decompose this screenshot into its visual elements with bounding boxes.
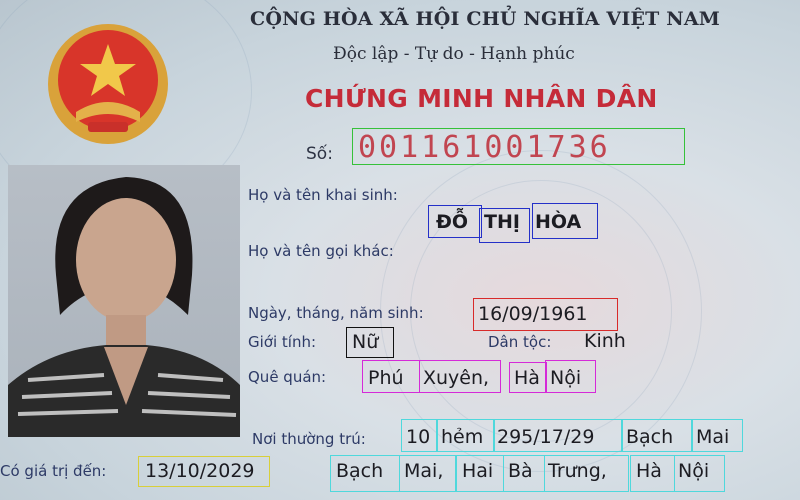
residence-word: hẻm bbox=[441, 426, 484, 448]
residence-word-box bbox=[691, 419, 743, 452]
hometown-word-box bbox=[509, 362, 547, 393]
residence-word: Bạch bbox=[626, 426, 674, 448]
residence-word-box bbox=[330, 455, 400, 492]
hometown-word-box bbox=[545, 360, 596, 393]
residence-word-box bbox=[436, 419, 495, 452]
hometown-word: Xuyên, bbox=[423, 367, 490, 389]
residence-word: Mai bbox=[696, 426, 730, 448]
residence-label: Nơi thường trú: bbox=[252, 430, 366, 448]
ethnicity-label: Dân tộc: bbox=[488, 333, 552, 351]
national-motto: Độc lập - Tự do - Hạnh phúc bbox=[333, 44, 575, 64]
residence-word: Bạch bbox=[336, 460, 384, 482]
id-number-box bbox=[352, 128, 685, 165]
gender-box bbox=[346, 327, 394, 358]
residence-word: Trưng, bbox=[548, 460, 607, 482]
hometown-label: Quê quán: bbox=[248, 368, 327, 386]
residence-word: Bà bbox=[508, 460, 533, 482]
portrait-photo bbox=[8, 165, 240, 437]
name-word-box bbox=[428, 205, 482, 238]
name-word: THỊ bbox=[484, 211, 520, 233]
gender-label: Giới tính: bbox=[248, 333, 317, 351]
hometown-word-box bbox=[419, 360, 501, 393]
residence-word: Mai, bbox=[404, 460, 444, 482]
id-number-label: Số: bbox=[306, 144, 333, 164]
residence-word-box bbox=[399, 455, 456, 492]
expiry-value: 13/10/2029 bbox=[145, 460, 255, 482]
residence-word-box bbox=[630, 455, 675, 492]
residence-word-box bbox=[401, 419, 438, 452]
name-word: HÒA bbox=[535, 211, 582, 233]
name-word-box bbox=[532, 203, 598, 239]
hometown-word-box bbox=[362, 360, 420, 393]
country-name: CỘNG HÒA XÃ HỘI CHỦ NGHĨA VIỆT NAM bbox=[250, 8, 721, 30]
residence-word: 10 bbox=[406, 426, 431, 448]
residence-word-box bbox=[456, 455, 504, 492]
id-number: 001161001736 bbox=[358, 130, 611, 165]
expiry-label: Có giá trị đến: bbox=[0, 462, 107, 480]
dob-value: 16/09/1961 bbox=[478, 303, 588, 325]
hometown-word: Hà bbox=[514, 367, 540, 389]
residence-word-box bbox=[493, 419, 623, 452]
hometown-word: Phú bbox=[368, 367, 404, 389]
residence-word: Hai bbox=[462, 460, 494, 482]
residence-word-box bbox=[621, 419, 693, 452]
expiry-box bbox=[138, 456, 270, 487]
dob-box bbox=[473, 298, 618, 331]
dob-label: Ngày, tháng, năm sinh: bbox=[248, 304, 424, 322]
residence-word: Nội bbox=[678, 460, 710, 482]
name-word: ĐỖ bbox=[436, 211, 469, 233]
residence-word-box bbox=[503, 455, 545, 492]
residence-word: 295/17/29 bbox=[497, 426, 595, 448]
residence-word-box bbox=[544, 455, 629, 492]
ethnicity-value: Kinh bbox=[584, 330, 626, 352]
national-emblem-icon bbox=[38, 22, 178, 147]
residence-word: Hà bbox=[636, 460, 662, 482]
hometown-word: Nội bbox=[550, 367, 582, 389]
birth-name-label: Họ và tên khai sinh: bbox=[248, 186, 398, 204]
name-word-box bbox=[479, 208, 530, 243]
residence-word-box bbox=[674, 455, 725, 492]
card-title: CHỨNG MINH NHÂN DÂN bbox=[305, 84, 658, 113]
other-name-label: Họ và tên gọi khác: bbox=[248, 242, 394, 260]
person-silhouette-icon bbox=[8, 165, 240, 437]
gender-value: Nữ bbox=[352, 331, 379, 353]
